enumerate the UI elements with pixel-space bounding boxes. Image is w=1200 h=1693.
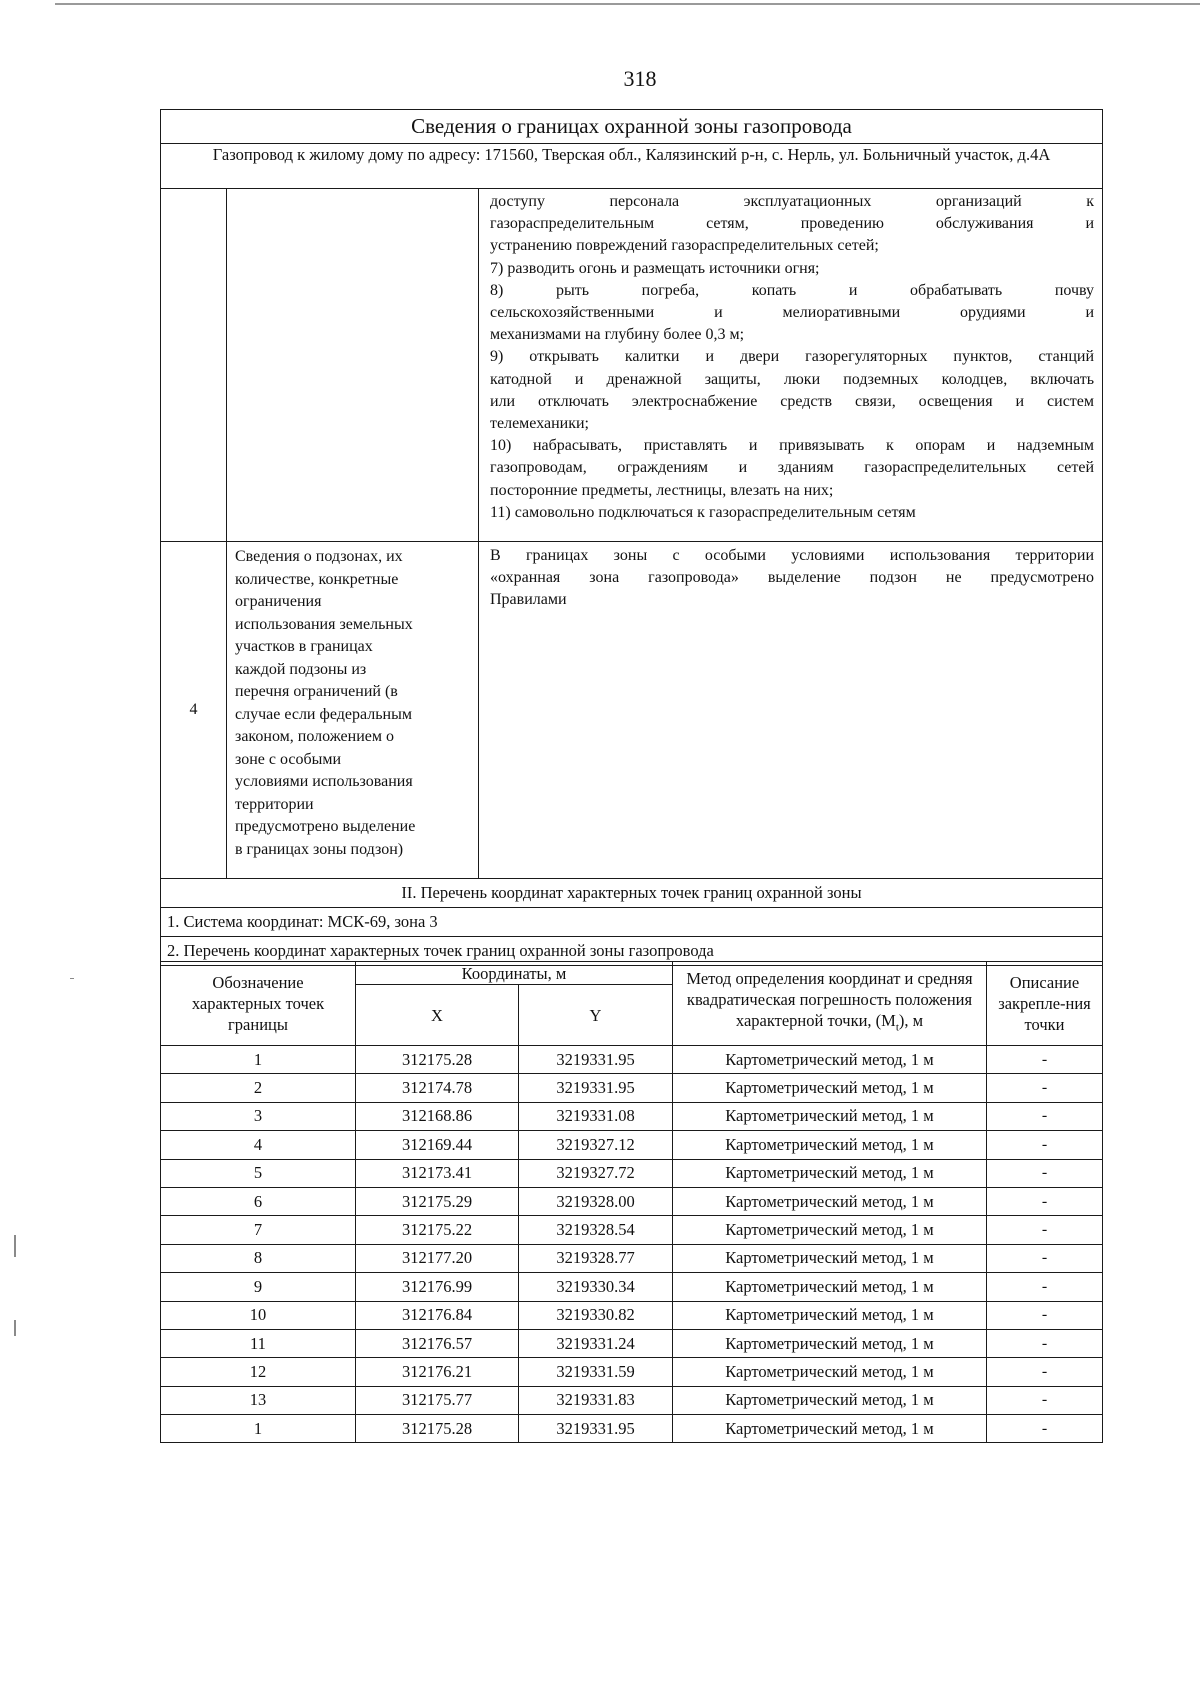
method-cell: Картометрический метод, 1 м bbox=[673, 1159, 987, 1187]
point-cell: 13 bbox=[161, 1386, 356, 1414]
scan-mark bbox=[14, 1320, 16, 1336]
method-header bbox=[673, 962, 987, 1046]
page-number: 318 bbox=[623, 66, 657, 91]
table-row bbox=[161, 1358, 1103, 1386]
method-cell: Картометрический метод, 1 м bbox=[673, 1046, 987, 1074]
method-cell: Картометрический метод, 1 м bbox=[673, 1216, 987, 1244]
y-cell: 3219331.24 bbox=[519, 1329, 673, 1357]
description-cell: - bbox=[987, 1131, 1103, 1159]
restrictions-line: катодной и дренажной защиты, люки подземных колодцев, включать bbox=[490, 370, 1095, 388]
restrictions-line: доступу персонала эксплуатационных организаций к bbox=[490, 193, 1095, 210]
restrictions-line: 7) разводить огонь и размещать источники огня; bbox=[490, 259, 820, 277]
restrictions-line: газопроводам, ограждениям и зданиям газораспределительных сетей bbox=[490, 459, 1095, 477]
x-cell: 312175.22 bbox=[356, 1216, 519, 1244]
row-4-name bbox=[227, 542, 479, 879]
restrictions-line: 10) набрасывать, приставлять и привязывать к опорам и надземным bbox=[490, 437, 1095, 455]
description-cell: - bbox=[987, 1301, 1103, 1329]
row-4-name-line: в границах зоны подзон) bbox=[235, 840, 404, 858]
point-cell: 12 bbox=[161, 1358, 356, 1386]
x-cell: 312174.78 bbox=[356, 1074, 519, 1102]
row-4-name-line: зоне с особыми bbox=[235, 750, 342, 768]
point-header: Обозначение характерных точек границы bbox=[161, 962, 356, 1046]
row-4 bbox=[161, 542, 1103, 879]
x-cell: 312175.28 bbox=[356, 1415, 519, 1443]
x-cell: 312168.86 bbox=[356, 1102, 519, 1130]
table-row bbox=[161, 1187, 1103, 1215]
continued-row-number bbox=[161, 189, 227, 542]
point-cell: 1 bbox=[161, 1046, 356, 1074]
row-4-name-line: перечня ограничений (в bbox=[235, 683, 398, 700]
restrictions-line: 11) самовольно подключаться к газораспределительным сетям bbox=[490, 503, 916, 521]
coordinates-table bbox=[160, 961, 1103, 1443]
coordinate-system: 1. Система координат: МСК-69, зона 3 bbox=[161, 908, 1103, 937]
description-cell: - bbox=[987, 1159, 1103, 1187]
y-header: Y bbox=[519, 985, 673, 1046]
method-cell: Картометрический метод, 1 м bbox=[673, 1358, 987, 1386]
document-title: Сведения о границах охранной зоны газопровода bbox=[161, 110, 1103, 144]
method-cell: Картометрический метод, 1 м bbox=[673, 1244, 987, 1272]
table-row bbox=[161, 1074, 1103, 1102]
row-4-name-line: Сведения о подзонах, их bbox=[235, 548, 403, 565]
row-4-name-line: ограничения bbox=[235, 593, 322, 610]
y-cell: 3219330.34 bbox=[519, 1273, 673, 1301]
description-cell: - bbox=[987, 1273, 1103, 1301]
description-cell: - bbox=[987, 1187, 1103, 1215]
table-row bbox=[161, 1159, 1103, 1187]
table-row bbox=[161, 1102, 1103, 1130]
restrictions-line: телемеханики; bbox=[490, 415, 589, 433]
method-cell: Картометрический метод, 1 м bbox=[673, 1074, 987, 1102]
gas-pipeline-address: Газопровод к жилому дому по адресу: 171560, Тверская обл., Калязинский р-н, с. Нерль, ул. Больничный участок, д.4А bbox=[161, 144, 1103, 189]
row-4-text-line: «охранная зона газопровода» выделение подзон не предусмотрено bbox=[490, 569, 1095, 587]
restrictions-line: или отключать электроснабжение средств связи, освещения и систем bbox=[490, 392, 1095, 410]
table-row bbox=[161, 1131, 1103, 1159]
point-cell: 1 bbox=[161, 1415, 356, 1443]
row-4-name-line: условиями использования bbox=[235, 773, 413, 790]
method-header-text: Метод определения координат и средняя квадратическая погрешность положения характерной точки, (M bbox=[686, 969, 973, 1031]
method-header-subscript: t bbox=[895, 1021, 899, 1034]
point-cell: 7 bbox=[161, 1216, 356, 1244]
y-cell: 3219331.95 bbox=[519, 1074, 673, 1102]
row-4-name-line: каждой подзоны из bbox=[235, 660, 367, 678]
method-cell: Картометрический метод, 1 м bbox=[673, 1102, 987, 1130]
description-cell: - bbox=[987, 1216, 1103, 1244]
section-2-title: II. Перечень координат характерных точек границ охранной зоны bbox=[161, 879, 1103, 908]
zone-info-table bbox=[160, 109, 1103, 966]
coordinates-list-title: 2. Перечень координат характерных точек границ охранной зоны газопровода bbox=[161, 937, 1103, 966]
description-cell: - bbox=[987, 1074, 1103, 1102]
table-row bbox=[161, 1386, 1103, 1414]
method-cell: Картометрический метод, 1 м bbox=[673, 1386, 987, 1414]
point-cell: 10 bbox=[161, 1301, 356, 1329]
x-cell: 312175.29 bbox=[356, 1187, 519, 1215]
y-cell: 3219328.54 bbox=[519, 1216, 673, 1244]
y-cell: 3219328.00 bbox=[519, 1187, 673, 1215]
continued-row-name bbox=[227, 189, 479, 542]
method-cell: Картометрический метод, 1 м bbox=[673, 1187, 987, 1215]
y-cell: 3219331.95 bbox=[519, 1415, 673, 1443]
x-cell: 312175.77 bbox=[356, 1386, 519, 1414]
y-cell: 3219328.77 bbox=[519, 1244, 673, 1272]
method-cell: Картометрический метод, 1 м bbox=[673, 1415, 987, 1443]
table-row bbox=[161, 1301, 1103, 1329]
scan-mark bbox=[14, 1235, 16, 1257]
description-cell: - bbox=[987, 1415, 1103, 1443]
coordinates-header: Координаты, м bbox=[356, 962, 673, 985]
point-cell: 4 bbox=[161, 1131, 356, 1159]
restrictions-line: 8) рыть погреба, копать и обрабатывать почву bbox=[490, 281, 1095, 299]
table-row bbox=[161, 1216, 1103, 1244]
y-cell: 3219327.72 bbox=[519, 1159, 673, 1187]
row-4-name-line: случае если федеральным bbox=[235, 705, 412, 723]
restrictions-line: 9) открывать калитки и двери газорегуляторных пунктов, станций bbox=[490, 348, 1095, 366]
point-cell: 3 bbox=[161, 1102, 356, 1130]
x-cell: 312169.44 bbox=[356, 1131, 519, 1159]
x-cell: 312176.57 bbox=[356, 1329, 519, 1357]
x-header: X bbox=[356, 985, 519, 1046]
table-row bbox=[161, 1415, 1103, 1443]
description-cell: - bbox=[987, 1102, 1103, 1130]
point-cell: 2 bbox=[161, 1074, 356, 1102]
restrictions-line: газораспределительным сетям, проведению обслуживания и bbox=[490, 215, 1095, 233]
description-header: Описание закрепле-ния точки bbox=[987, 962, 1103, 1046]
x-cell: 312173.41 bbox=[356, 1159, 519, 1187]
restrictions-line: устранению повреждений газораспределительных сетей; bbox=[490, 237, 879, 255]
point-cell: 8 bbox=[161, 1244, 356, 1272]
x-cell: 312176.21 bbox=[356, 1358, 519, 1386]
description-cell: - bbox=[987, 1358, 1103, 1386]
point-cell: 6 bbox=[161, 1187, 356, 1215]
row-4-text-line: Правилами bbox=[490, 591, 567, 609]
x-cell: 312176.99 bbox=[356, 1273, 519, 1301]
row-4-name-line: предусмотрено выделение bbox=[235, 818, 416, 835]
method-cell: Картометрический метод, 1 м bbox=[673, 1273, 987, 1301]
row-4-text-line: В границах зоны с особыми условиями использования территории bbox=[490, 547, 1095, 564]
row-4-name-line: использования земельных bbox=[235, 615, 413, 633]
y-cell: 3219330.82 bbox=[519, 1301, 673, 1329]
point-cell: 5 bbox=[161, 1159, 356, 1187]
method-cell: Картометрический метод, 1 м bbox=[673, 1131, 987, 1159]
y-cell: 3219331.08 bbox=[519, 1102, 673, 1130]
row-4-text bbox=[479, 542, 1103, 879]
table-row bbox=[161, 1244, 1103, 1272]
scan-mark bbox=[70, 978, 74, 979]
row-4-name-line: территории bbox=[235, 795, 314, 813]
row-4-name-line: количестве, конкретные bbox=[235, 570, 399, 588]
table-row bbox=[161, 1273, 1103, 1301]
method-cell: Картометрический метод, 1 м bbox=[673, 1329, 987, 1357]
method-header-tail: ), м bbox=[898, 1011, 924, 1031]
point-cell: 11 bbox=[161, 1329, 356, 1357]
x-cell: 312177.20 bbox=[356, 1244, 519, 1272]
row-4-name-line: законом, положением о bbox=[235, 728, 394, 745]
y-cell: 3219331.83 bbox=[519, 1386, 673, 1414]
restrictions-line: посторонние предметы, лестницы, влезать на них; bbox=[490, 481, 834, 499]
description-cell: - bbox=[987, 1329, 1103, 1357]
y-cell: 3219331.95 bbox=[519, 1046, 673, 1074]
continued-row bbox=[161, 189, 1103, 542]
row-4-name-line: участков в границах bbox=[235, 638, 373, 655]
y-cell: 3219331.59 bbox=[519, 1358, 673, 1386]
scan-top-edge bbox=[55, 3, 1200, 5]
table-row bbox=[161, 1046, 1103, 1074]
description-cell: - bbox=[987, 1244, 1103, 1272]
description-cell: - bbox=[987, 1046, 1103, 1074]
restrictions-line: механизмами на глубину более 0,3 м; bbox=[490, 326, 745, 344]
restrictions-line: сельскохозяйственными и мелиоративными орудиями и bbox=[490, 304, 1095, 322]
x-cell: 312175.28 bbox=[356, 1046, 519, 1074]
row-4-number: 4 bbox=[161, 542, 227, 879]
point-cell: 9 bbox=[161, 1273, 356, 1301]
x-cell: 312176.84 bbox=[356, 1301, 519, 1329]
table-row bbox=[161, 1329, 1103, 1357]
y-cell: 3219327.12 bbox=[519, 1131, 673, 1159]
restrictions-text bbox=[479, 189, 1103, 542]
method-cell: Картометрический метод, 1 м bbox=[673, 1301, 987, 1329]
description-cell: - bbox=[987, 1386, 1103, 1414]
